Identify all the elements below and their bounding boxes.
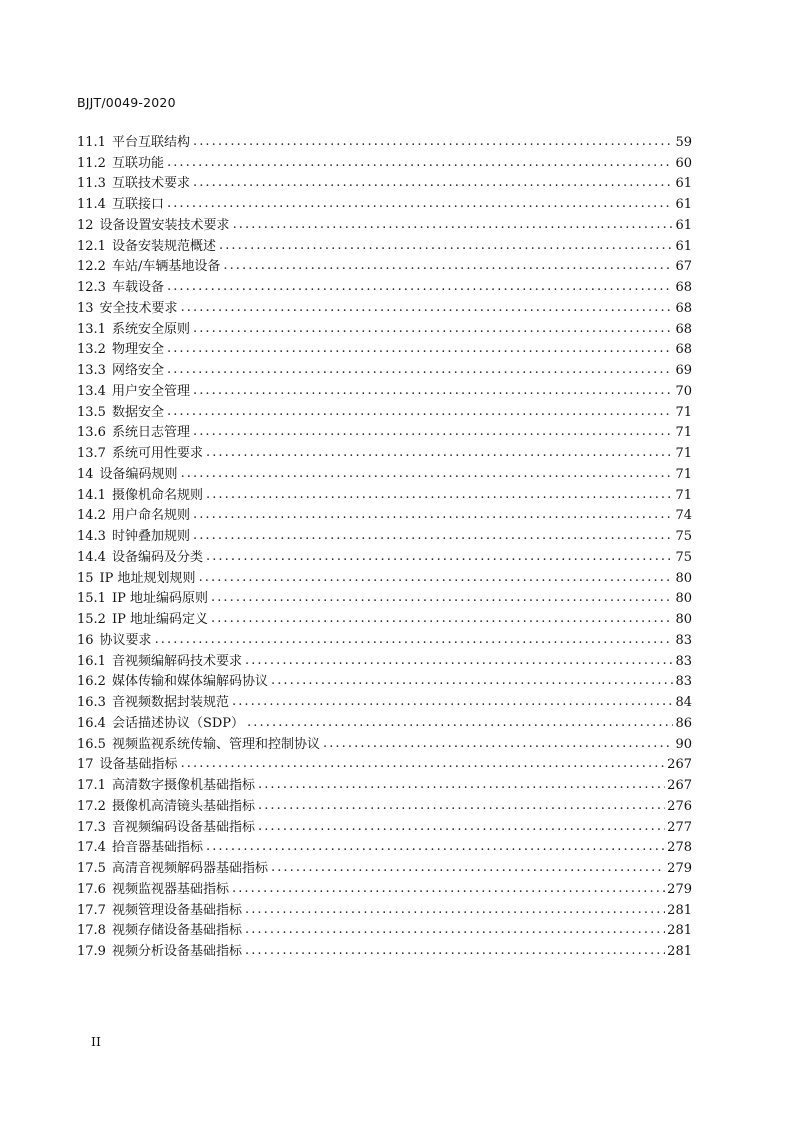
- toc-dot-leader: [323, 738, 673, 751]
- toc-dot-leader: [211, 613, 673, 626]
- toc-entry-title: 会话描述协议（SDP）: [111, 715, 245, 731]
- toc-entry-number: 14.2: [77, 508, 106, 524]
- toc-entry-title: 媒体传输和媒体编解码协议: [111, 674, 268, 690]
- toc-entry-number: 15: [77, 570, 94, 586]
- toc-entry-page: 71: [675, 487, 692, 503]
- toc-entry-title: 音视频编码设备基础指标: [111, 819, 255, 835]
- toc-entry-page: 61: [675, 176, 692, 192]
- toc-entry-page: 84: [675, 695, 692, 711]
- toc-entry-page: 71: [675, 466, 692, 482]
- toc-entry-number: 17.2: [77, 798, 106, 814]
- toc-entry-page: 281: [667, 923, 692, 939]
- toc-entry-page: 83: [675, 653, 692, 669]
- toc-entry-page: 71: [675, 425, 692, 441]
- toc-entry-page: 68: [675, 300, 692, 316]
- toc-entry-number: 12.1: [77, 238, 106, 254]
- toc-entry-title: 安全技术要求: [99, 300, 178, 316]
- toc-entry-page: 277: [667, 819, 692, 835]
- toc-entry-title: 用户安全管理: [111, 383, 190, 399]
- toc-entry-number: 13: [77, 300, 94, 316]
- toc-entry-number: 16.1: [77, 653, 106, 669]
- toc-entry[interactable]: [77, 547, 692, 568]
- toc-entry-title: IP 地址编码定义: [111, 612, 208, 628]
- toc-dot-leader: [247, 717, 673, 730]
- toc-entry-title: 系统可用性要求: [111, 446, 203, 462]
- document-code: BJJT/0049-2020: [77, 95, 176, 110]
- toc-entry[interactable]: [77, 506, 692, 527]
- toc-dot-leader: [245, 655, 673, 668]
- toc-dot-leader: [223, 260, 673, 273]
- toc-entry-page: 276: [667, 798, 692, 814]
- toc-entry[interactable]: [77, 174, 692, 195]
- toc-entry-number: 17.6: [77, 881, 106, 897]
- toc-entry-page: 74: [675, 508, 692, 524]
- toc-entry-title: 用户命名规则: [111, 508, 190, 524]
- toc-entry-page: 279: [667, 861, 692, 877]
- toc-entry-page: 71: [675, 404, 692, 420]
- toc-dot-leader: [199, 572, 674, 585]
- toc-entry-number: 17.8: [77, 923, 106, 939]
- toc-entry-title: 音视频数据封装规范: [111, 695, 229, 711]
- toc-entry-title: 平台互联结构: [111, 134, 190, 150]
- toc-entry-page: 71: [675, 446, 692, 462]
- toc-entry[interactable]: [77, 298, 692, 319]
- toc-entry-title: 设备编码及分类: [111, 549, 203, 565]
- toc-entry-page: 67: [675, 259, 692, 275]
- toc-entry-title: 时钟叠加规则: [111, 529, 190, 545]
- toc-entry[interactable]: [77, 132, 692, 153]
- toc-entry[interactable]: [77, 153, 692, 174]
- toc-entry-page: 90: [675, 736, 692, 752]
- toc-entry-number: 16.5: [77, 736, 106, 752]
- toc-entry[interactable]: [77, 817, 692, 838]
- toc-entry-number: 13.7: [77, 446, 106, 462]
- toc-dot-leader: [245, 924, 665, 937]
- toc-entry[interactable]: [77, 796, 692, 817]
- toc-entry-page: 61: [675, 238, 692, 254]
- toc-entry-title: 互联技术要求: [111, 176, 190, 192]
- toc-entry-number: 12: [77, 217, 94, 233]
- toc-entry[interactable]: [77, 319, 692, 340]
- toc-entry[interactable]: [77, 900, 692, 921]
- toc-entry-title: 设备基础指标: [99, 757, 178, 773]
- toc-entry[interactable]: [77, 423, 692, 444]
- toc-entry[interactable]: [77, 609, 692, 630]
- toc-dot-leader: [181, 758, 666, 771]
- toc-entry[interactable]: [77, 692, 692, 713]
- toc-entry-number: 17.1: [77, 778, 106, 794]
- toc-entry-title: IP 地址编码原则: [111, 591, 208, 607]
- toc-entry-page: 68: [675, 342, 692, 358]
- toc-entry-title: 互联功能: [111, 155, 164, 171]
- toc-entry[interactable]: [77, 921, 692, 942]
- toc-entry-number: 17.9: [77, 944, 106, 960]
- toc-entry-number: 11.4: [77, 197, 106, 213]
- toc-entry-number: 17.7: [77, 902, 106, 918]
- toc-dot-leader: [167, 406, 673, 419]
- toc-entry-page: 68: [675, 280, 692, 296]
- table-of-contents: [77, 132, 692, 962]
- toc-entry-title: 车载设备: [111, 280, 164, 296]
- toc-dot-leader: [206, 447, 673, 460]
- toc-entry-number: 13.6: [77, 425, 106, 441]
- toc-entry[interactable]: [77, 672, 692, 693]
- toc-dot-leader: [193, 323, 673, 336]
- toc-entry[interactable]: [77, 485, 692, 506]
- toc-dot-leader: [155, 634, 674, 647]
- toc-dot-leader: [193, 136, 673, 149]
- toc-entry[interactable]: [77, 236, 692, 257]
- toc-entry-number: 16: [77, 632, 94, 648]
- toc-dot-leader: [271, 862, 665, 875]
- toc-entry-page: 281: [667, 944, 692, 960]
- toc-entry[interactable]: [77, 277, 692, 298]
- toc-entry-title: 视频存储设备基础指标: [111, 923, 242, 939]
- toc-dot-leader: [258, 779, 665, 792]
- toc-entry-title: 网络安全: [111, 363, 164, 379]
- toc-dot-leader: [167, 364, 673, 377]
- toc-entry-page: 61: [675, 197, 692, 213]
- toc-entry[interactable]: [77, 340, 692, 361]
- toc-dot-leader: [181, 302, 674, 315]
- toc-entry[interactable]: [77, 568, 692, 589]
- toc-dot-leader: [193, 177, 673, 190]
- toc-entry-page: 75: [675, 549, 692, 565]
- toc-entry-title: 设备安装规范概述: [111, 238, 216, 254]
- toc-entry-number: 11.2: [77, 155, 106, 171]
- toc-entry[interactable]: [77, 443, 692, 464]
- toc-dot-leader: [245, 904, 665, 917]
- toc-entry[interactable]: [77, 215, 692, 236]
- toc-dot-leader: [219, 240, 673, 253]
- toc-entry-page: 279: [667, 881, 692, 897]
- toc-entry-title: 视频分析设备基础指标: [111, 944, 242, 960]
- toc-entry[interactable]: [77, 381, 692, 402]
- toc-dot-leader: [258, 821, 665, 834]
- toc-entry-number: 13.1: [77, 321, 106, 337]
- toc-entry-page: 267: [667, 778, 692, 794]
- toc-dot-leader: [271, 675, 673, 688]
- toc-entry-title: 摄像机高清镜头基础指标: [111, 798, 255, 814]
- toc-entry-number: 15.2: [77, 612, 106, 628]
- toc-entry-page: 86: [675, 715, 692, 731]
- toc-entry-title: 车站/车辆基地设备: [111, 259, 221, 275]
- toc-entry-number: 14: [77, 466, 94, 482]
- toc-entry[interactable]: [77, 734, 692, 755]
- toc-dot-leader: [193, 509, 673, 522]
- toc-dot-leader: [193, 426, 673, 439]
- toc-entry-page: 69: [675, 363, 692, 379]
- toc-dot-leader: [181, 468, 674, 481]
- toc-entry-number: 14.4: [77, 549, 106, 565]
- toc-dot-leader: [167, 281, 673, 294]
- toc-entry[interactable]: [77, 755, 692, 776]
- toc-entry-number: 17.3: [77, 819, 106, 835]
- toc-entry-number: 13.4: [77, 383, 106, 399]
- toc-dot-leader: [233, 219, 674, 232]
- toc-entry-number: 17.5: [77, 861, 106, 877]
- toc-dot-leader: [245, 945, 665, 958]
- toc-entry-title: 摄像机命名规则: [111, 487, 203, 503]
- toc-entry[interactable]: [77, 257, 692, 278]
- toc-entry-number: 16.4: [77, 715, 106, 731]
- toc-entry-number: 15.1: [77, 591, 106, 607]
- toc-entry-page: 83: [675, 632, 692, 648]
- toc-dot-leader: [206, 489, 673, 502]
- toc-dot-leader: [193, 385, 673, 398]
- toc-entry[interactable]: [77, 941, 692, 962]
- toc-entry[interactable]: [77, 589, 692, 610]
- toc-entry-title: 设备编码规则: [99, 466, 178, 482]
- toc-dot-leader: [232, 696, 673, 709]
- toc-entry[interactable]: [77, 858, 692, 879]
- toc-dot-leader: [206, 551, 673, 564]
- toc-entry-number: 16.3: [77, 695, 106, 711]
- toc-entry-page: 278: [667, 840, 692, 856]
- toc-dot-leader: [232, 883, 665, 896]
- toc-entry-page: 267: [667, 757, 692, 773]
- toc-entry[interactable]: [77, 194, 692, 215]
- toc-entry-title: 高清音视频解码器基础指标: [111, 861, 268, 877]
- toc-entry-page: 75: [675, 529, 692, 545]
- toc-entry[interactable]: [77, 630, 692, 651]
- toc-entry-number: 16.2: [77, 674, 106, 690]
- toc-entry-number: 11.1: [77, 134, 106, 150]
- toc-entry-page: 281: [667, 902, 692, 918]
- toc-entry-title: 系统安全原则: [111, 321, 190, 337]
- toc-entry-page: 80: [675, 591, 692, 607]
- toc-entry-page: 68: [675, 321, 692, 337]
- toc-entry-page: 70: [675, 383, 692, 399]
- toc-entry[interactable]: [77, 775, 692, 796]
- toc-entry[interactable]: [77, 713, 692, 734]
- toc-dot-leader: [167, 157, 673, 170]
- toc-entry-number: 14.3: [77, 529, 106, 545]
- toc-entry[interactable]: [77, 402, 692, 423]
- toc-entry-title: 音视频编解码技术要求: [111, 653, 242, 669]
- toc-entry-number: 12.3: [77, 280, 106, 296]
- toc-dot-leader: [211, 592, 673, 605]
- toc-entry-title: 视频监视器基础指标: [111, 881, 229, 897]
- page-number: II: [91, 1034, 101, 1049]
- toc-entry[interactable]: [77, 360, 692, 381]
- toc-entry-title: 互联接口: [111, 197, 164, 213]
- toc-entry-title: 高清数字摄像机基础指标: [111, 778, 255, 794]
- toc-entry-number: 17.4: [77, 840, 106, 856]
- toc-entry[interactable]: [77, 879, 692, 900]
- toc-entry-title: IP 地址规划规则: [99, 570, 196, 586]
- toc-entry-page: 60: [675, 155, 692, 171]
- toc-entry[interactable]: [77, 464, 692, 485]
- toc-entry-title: 数据安全: [111, 404, 164, 420]
- toc-entry-page: 80: [675, 570, 692, 586]
- toc-entry-page: 59: [675, 134, 692, 150]
- toc-entry[interactable]: [77, 651, 692, 672]
- toc-entry-title: 物理安全: [111, 342, 164, 358]
- toc-entry-number: 13.3: [77, 363, 106, 379]
- toc-entry-number: 13.5: [77, 404, 106, 420]
- toc-dot-leader: [167, 343, 673, 356]
- toc-entry-title: 视频监视系统传输、管理和控制协议: [111, 736, 320, 752]
- toc-entry-title: 设备设置安装技术要求: [99, 217, 230, 233]
- toc-entry-title: 协议要求: [99, 632, 152, 648]
- toc-dot-leader: [167, 198, 673, 211]
- toc-entry-number: 13.2: [77, 342, 106, 358]
- toc-dot-leader: [258, 800, 665, 813]
- toc-dot-leader: [206, 841, 665, 854]
- toc-entry-title: 拾音器基础指标: [111, 840, 203, 856]
- toc-entry-number: 17: [77, 757, 94, 773]
- toc-dot-leader: [193, 530, 673, 543]
- toc-entry-number: 12.2: [77, 259, 106, 275]
- toc-entry-number: 11.3: [77, 176, 106, 192]
- toc-entry[interactable]: [77, 838, 692, 859]
- toc-entry[interactable]: [77, 526, 692, 547]
- toc-entry-page: 61: [675, 217, 692, 233]
- toc-entry-page: 83: [675, 674, 692, 690]
- toc-entry-title: 系统日志管理: [111, 425, 190, 441]
- toc-entry-number: 14.1: [77, 487, 106, 503]
- toc-entry-title: 视频管理设备基础指标: [111, 902, 242, 918]
- toc-entry-page: 80: [675, 612, 692, 628]
